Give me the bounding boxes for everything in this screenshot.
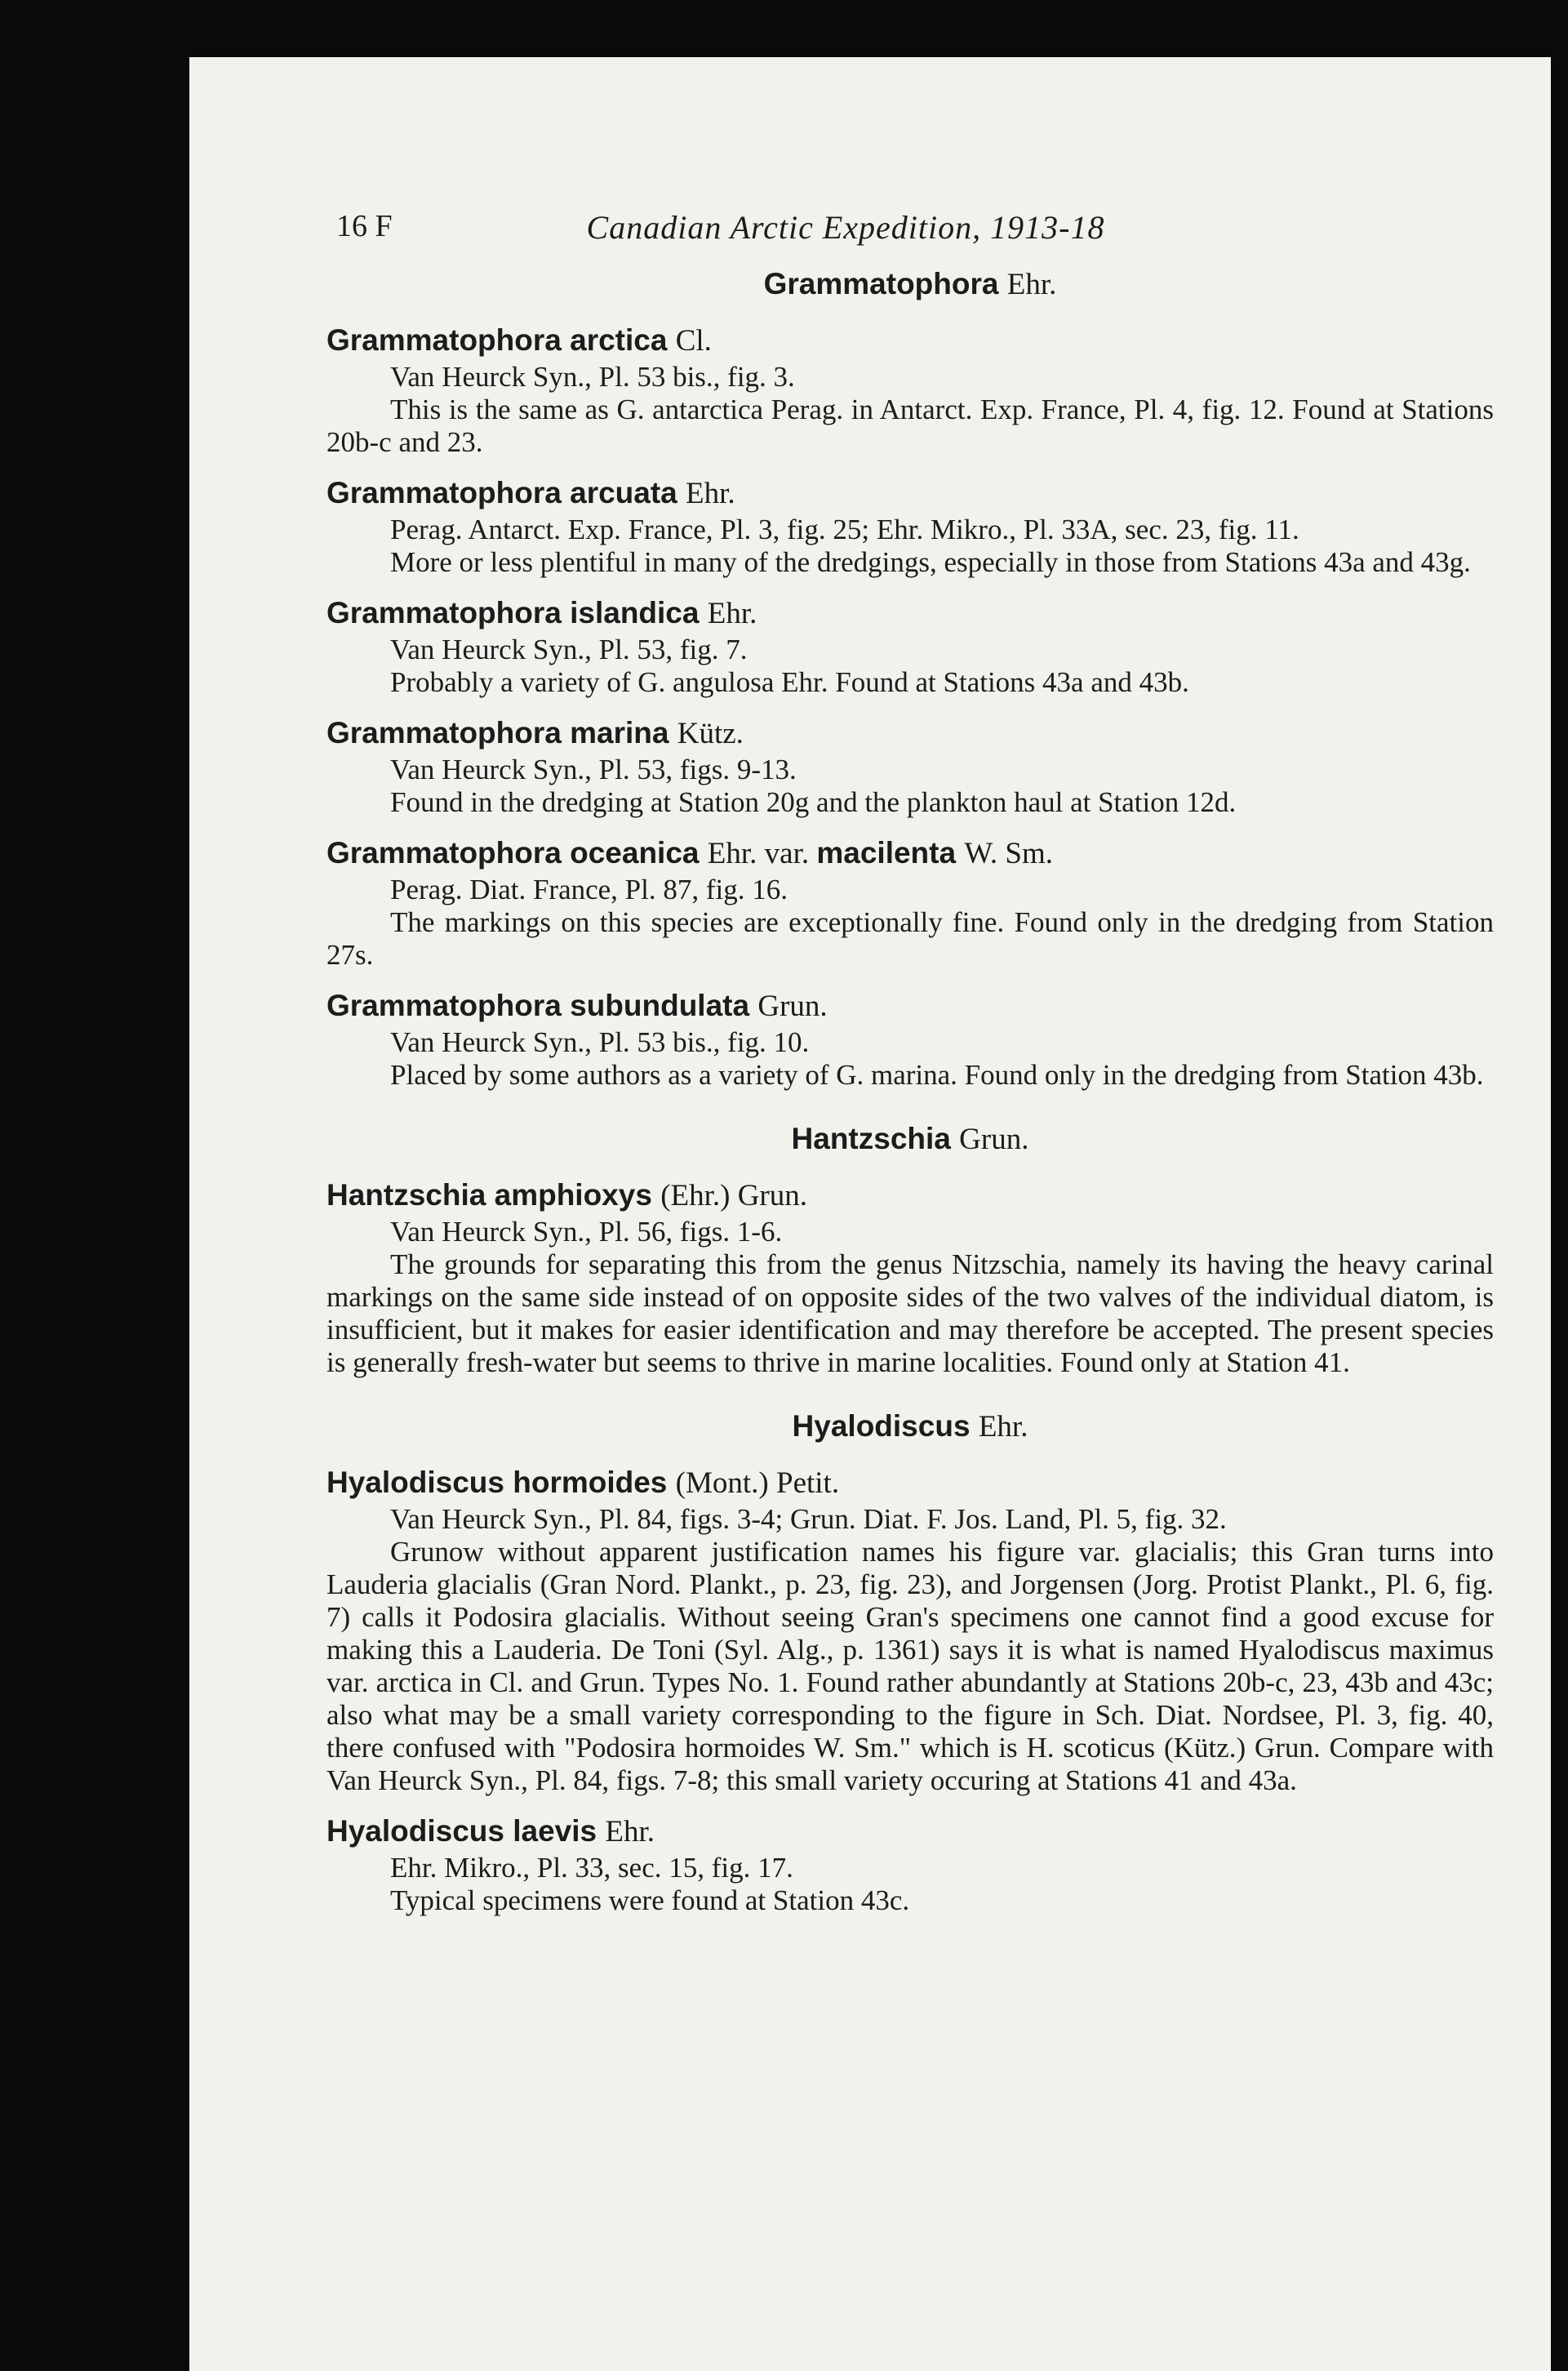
species-entry [326, 717, 1494, 819]
genus-name: Hantzschia [791, 1122, 951, 1155]
species-entry [326, 597, 1494, 699]
species-heading [326, 597, 1494, 630]
species-reference: Perag. Diat. France, Pl. 87, fig. 16. [390, 874, 788, 905]
species-description: Placed by some authors as a variety of G. marina. Found only in the dredging from Station 43b. [390, 1059, 1484, 1091]
species-entry [326, 837, 1494, 972]
species-reference: Van Heurck Syn., Pl. 56, figs. 1-6. [390, 1216, 783, 1248]
document-page [189, 57, 1551, 2371]
species-heading [326, 477, 1494, 510]
page-number: 16 F [336, 209, 393, 243]
species-reference: Van Heurck Syn., Pl. 53, figs. 9-13. [390, 754, 797, 785]
species-description: Grunow without apparent justification names his figure var. glacialis; this Gran turns into Lauderia glacialis (Gran Nord. Plankt., p. 23, fig. 23), and Jorgensen (Jorg. Protist Plankt., Pl. 6, fig. 7) calls it Podosira glacialis. Without seeing Gran's specimens one cannot find a good excuse for making this a Lauderia. De Toni (Syl. Alg., p. 1361) says it is what is named Hyalodiscus maximus var. arctica in Cl. and Grun. Types No. 1. Found rather abundantly at Stations 20b-c, 23, 43b and 43c; also what may be a small variety corresponding to the figure in Sch. Diat. Nordsee, Pl. 3, fig. 40, there confused with "Podosira hormoides W. Sm." which is H. scoticus (Kütz.) Grun. Compare with Van Heurck Syn., Pl. 84, figs. 7-8; this small variety occuring at Stations 41 and 43a. [326, 1536, 1494, 1796]
species-description: The markings on this species are exceptionally fine. Found only in the dredging from Station 27s. [326, 906, 1494, 971]
species-heading [326, 324, 1494, 358]
species-name: Grammatophora islandica [326, 596, 700, 629]
genus-author: Grun. [959, 1123, 1029, 1156]
genus-heading [326, 1410, 1494, 1444]
species-reference: Van Heurck Syn., Pl. 53 bis., fig. 3. [390, 361, 795, 393]
species-reference: Van Heurck Syn., Pl. 53, fig. 7. [390, 634, 748, 665]
genus-author: Ehr. [1006, 268, 1057, 301]
page-content [326, 268, 1494, 1935]
species-name: Grammatophora oceanica [326, 836, 700, 870]
species-name: Grammatophora arctica [326, 323, 668, 357]
species-note: Typical specimens were found at Station 43c. [390, 1884, 910, 1916]
species-name: Grammatophora arcuata [326, 476, 677, 509]
species-author: Cl. [675, 324, 712, 358]
species-entry [326, 477, 1494, 579]
species-name: Hantzschia amphioxys [326, 1178, 652, 1212]
species-heading [326, 990, 1494, 1023]
species-name: Grammatophora subundulata [326, 989, 750, 1022]
species-author: Ehr. [707, 597, 757, 630]
species-description: Found in the dredging at Station 20g and the plankton haul at Station 12d. [390, 786, 1237, 818]
species-description: The grounds for separating this from the genus Nitzschia, namely its having the heavy carinal markings on the same side instead of on opposite sides of the two valves of the individual diatom, is insufficient, but it makes for easier identification and may therefore be accepted. The present species is generally fresh-water but seems to thrive in marine localities. Found only at Station 41. [326, 1248, 1494, 1378]
species-author: Ehr. var. [707, 837, 817, 870]
running-title: Canadian Arctic Expedition, 1913-18 [586, 209, 1105, 246]
species-name: Hyalodiscus hormoides [326, 1466, 668, 1499]
species-entry [326, 990, 1494, 1092]
species-author: Grun. [757, 990, 828, 1023]
species-description: More or less plentiful in many of the dredgings, especially in those from Stations 43a and 43g. [390, 546, 1471, 578]
species-reference: Perag. Antarct. Exp. France, Pl. 3, fig. 25; Ehr. Mikro., Pl. 33A, sec. 23, fig. 11. [390, 514, 1299, 545]
species-author: (Mont.) Petit. [675, 1466, 840, 1500]
genus-name: Grammatophora [763, 267, 999, 300]
species-author: (Ehr.) Grun. [660, 1179, 808, 1212]
species-heading [326, 837, 1494, 870]
species-heading [326, 1815, 1494, 1848]
species-reference: Ehr. Mikro., Pl. 33, sec. 15, fig. 17. [390, 1852, 793, 1884]
page-header [336, 208, 1355, 257]
genus-heading [326, 268, 1494, 301]
species-heading [326, 717, 1494, 750]
species-entry [326, 1179, 1494, 1379]
genus-heading [326, 1123, 1494, 1156]
species-author: Ehr. [686, 477, 735, 510]
species-name: Grammatophora marina [326, 716, 669, 750]
species-entry [326, 1466, 1494, 1797]
species-heading [326, 1179, 1494, 1212]
species-author: Kütz. [677, 717, 744, 750]
species-description: Probably a variety of G. angulosa Ehr. Found at Stations 43a and 43b. [390, 666, 1189, 698]
species-entry [326, 324, 1494, 459]
variety-author: W. Sm. [964, 837, 1053, 870]
species-heading [326, 1466, 1494, 1500]
species-name: Hyalodiscus laevis [326, 1814, 597, 1848]
variety-name: macilenta [816, 836, 957, 870]
species-reference: Van Heurck Syn., Pl. 53 bis., fig. 10. [390, 1026, 810, 1058]
genus-name: Hyalodiscus [792, 1409, 971, 1443]
species-reference: Van Heurck Syn., Pl. 84, figs. 3-4; Grun. Diat. F. Jos. Land, Pl. 5, fig. 32. [390, 1503, 1227, 1535]
species-description: This is the same as G. antarctica Perag. in Antarct. Exp. France, Pl. 4, fig. 12. Found at Stations 20b-c and 23. [326, 394, 1494, 458]
species-author: Ehr. [605, 1815, 655, 1848]
species-entry [326, 1815, 1494, 1917]
genus-author: Ehr. [978, 1410, 1028, 1444]
